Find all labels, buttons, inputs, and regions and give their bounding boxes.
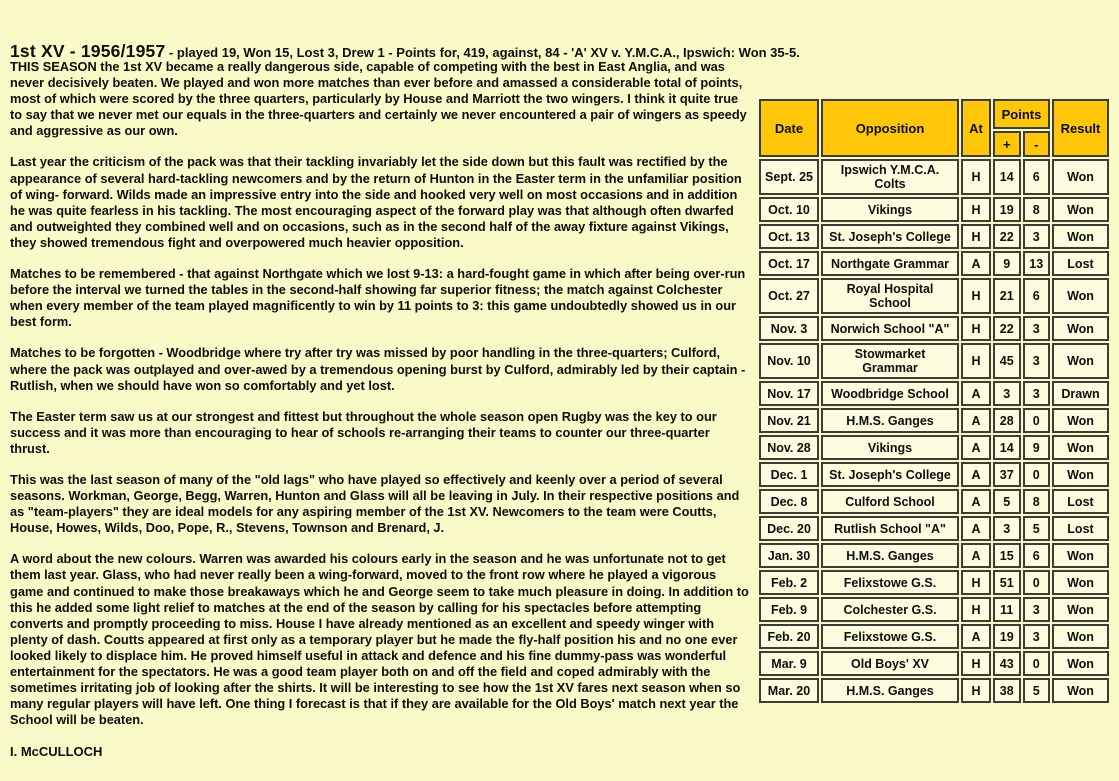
- cell-result: Drawn: [1052, 381, 1109, 406]
- table-row: [759, 570, 1109, 595]
- cell-result: Won: [1052, 678, 1109, 703]
- cell-points-for: 22: [993, 224, 1021, 249]
- cell-points-against: 3: [1023, 224, 1051, 249]
- author-signature: I. McCULLOCH: [10, 744, 103, 760]
- cell-points-against: 0: [1023, 408, 1051, 433]
- table-row: [759, 224, 1109, 249]
- cell-opposition: Old Boys' XV: [821, 651, 959, 676]
- table-row: [759, 462, 1109, 487]
- cell-opposition: Felixstowe G.S.: [821, 570, 959, 595]
- cell-points-against: 5: [1023, 678, 1051, 703]
- article-paragraph: Last year the criticism of the pack was that their tackling invariably let the side down but this fault was rectified by the appearance of several hard-tackling newcomers and by the return of Hunton in the Easter term in the unfamiliar position of wing- forward. Wilds made an impressive entry into the side and hooked very well on most occasions and in addition he was quite fearless in his tackling. The most encouraging aspect of the forward play was that although often dwarfed and outweighted they combined well and on occasions, such as in the second half of the away fixture against Vikings, they showed tremendous fight and overpowered much heavier opposition.: [10, 154, 742, 250]
- cell-points-for: 43: [993, 651, 1021, 676]
- cell-at: H: [961, 570, 991, 595]
- cell-points-for: 3: [993, 381, 1021, 406]
- article-paragraph: Matches to be remembered - that against Northgate which we lost 9-13: a hard-fought game in which after being over-run before the interval we turned the tables in the second-half showing far superior fitness; the match against Colchester when every member of the team played magnificently to win by 11 points to 3: this game undoubtedly showed us in our best form.: [10, 266, 746, 330]
- table-row: [759, 543, 1109, 568]
- cell-opposition: H.M.S. Ganges: [821, 543, 959, 568]
- cell-date: Oct. 13: [759, 224, 819, 249]
- results-table: [757, 97, 1111, 705]
- cell-opposition: Northgate Grammar: [821, 251, 959, 276]
- cell-at: H: [961, 678, 991, 703]
- cell-result: Won: [1052, 570, 1109, 595]
- cell-date: Mar. 9: [759, 651, 819, 676]
- cell-opposition: Rutlish School "A": [821, 516, 959, 541]
- col-header-result: Result: [1052, 99, 1109, 157]
- col-header-points-against: -: [1023, 131, 1051, 157]
- cell-opposition: Culford School: [821, 489, 959, 514]
- cell-points-for: 51: [993, 570, 1021, 595]
- cell-opposition: Felixstowe G.S.: [821, 624, 959, 649]
- cell-points-for: 45: [993, 343, 1021, 379]
- cell-result: Won: [1052, 343, 1109, 379]
- cell-at: H: [961, 197, 991, 222]
- cell-points-against: 0: [1023, 462, 1051, 487]
- cell-points-for: 9: [993, 251, 1021, 276]
- cell-points-for: 28: [993, 408, 1021, 433]
- cell-points-for: 19: [993, 197, 1021, 222]
- table-row: [759, 159, 1109, 195]
- table-row: [759, 316, 1109, 341]
- cell-at: H: [961, 159, 991, 195]
- cell-date: Feb. 2: [759, 570, 819, 595]
- cell-points-for: 22: [993, 316, 1021, 341]
- cell-points-for: 21: [993, 278, 1021, 314]
- cell-date: Feb. 20: [759, 624, 819, 649]
- cell-result: Won: [1052, 543, 1109, 568]
- table-row: [759, 651, 1109, 676]
- cell-result: Won: [1052, 197, 1109, 222]
- article-paragraph: The Easter term saw us at our strongest and fittest but throughout the whole season open Rugby was the key to our success and it was more than encouraging to hear of schools re-arranging their teams to counter our three-quarter thrust.: [10, 408, 717, 456]
- results-table-container: [757, 97, 1111, 705]
- cell-opposition: Vikings: [821, 435, 959, 460]
- cell-at: A: [961, 462, 991, 487]
- table-row: [759, 624, 1109, 649]
- cell-points-for: 11: [993, 597, 1021, 622]
- cell-at: A: [961, 516, 991, 541]
- cell-points-against: 8: [1023, 197, 1051, 222]
- cell-at: A: [961, 489, 991, 514]
- cell-opposition: H.M.S. Ganges: [821, 678, 959, 703]
- cell-opposition: Ipswich Y.M.C.A. Colts: [821, 159, 959, 195]
- table-row: [759, 678, 1109, 703]
- cell-result: Lost: [1052, 516, 1109, 541]
- cell-points-against: 3: [1023, 381, 1051, 406]
- table-row: [759, 489, 1109, 514]
- cell-points-against: 3: [1023, 597, 1051, 622]
- cell-at: H: [961, 343, 991, 379]
- page-title-summary: - played 19, Won 15, Lost 3, Drew 1 - Points for, 419, against, 84 - 'A' XV v. Y.M.C.A., Ipswich: Won 35-5.: [165, 45, 800, 61]
- page-title-season: 1st XV - 1956/1957: [10, 41, 166, 62]
- col-header-opposition: Opposition: [821, 99, 959, 157]
- cell-opposition: Colchester G.S.: [821, 597, 959, 622]
- cell-result: Won: [1052, 435, 1109, 460]
- cell-result: Won: [1052, 159, 1109, 195]
- col-header-date: Date: [759, 99, 819, 157]
- cell-date: Dec. 20: [759, 516, 819, 541]
- cell-date: Oct. 27: [759, 278, 819, 314]
- table-row: [759, 597, 1109, 622]
- cell-result: Lost: [1052, 251, 1109, 276]
- cell-date: Nov. 10: [759, 343, 819, 379]
- col-header-points-for: +: [993, 131, 1021, 157]
- cell-points-against: 3: [1023, 316, 1051, 341]
- article-paragraphs-container: [10, 59, 750, 728]
- cell-result: Won: [1052, 316, 1109, 341]
- cell-points-against: 8: [1023, 489, 1051, 514]
- cell-date: Nov. 3: [759, 316, 819, 341]
- cell-opposition: Woodbridge School: [821, 381, 959, 406]
- cell-points-for: 19: [993, 624, 1021, 649]
- results-table-header: [759, 99, 1109, 157]
- results-table-body: [759, 159, 1109, 703]
- season-report-article: [10, 59, 750, 773]
- cell-at: H: [961, 597, 991, 622]
- cell-opposition: Stowmarket Grammar: [821, 343, 959, 379]
- cell-at: A: [961, 381, 991, 406]
- cell-at: H: [961, 278, 991, 314]
- cell-points-for: 37: [993, 462, 1021, 487]
- header-row-top: [759, 99, 1109, 129]
- cell-points-against: 0: [1023, 570, 1051, 595]
- cell-points-against: 0: [1023, 651, 1051, 676]
- cell-points-for: 14: [993, 159, 1021, 195]
- cell-date: Dec. 8: [759, 489, 819, 514]
- table-row: [759, 516, 1109, 541]
- cell-at: A: [961, 624, 991, 649]
- table-row: [759, 278, 1109, 314]
- cell-points-against: 5: [1023, 516, 1051, 541]
- cell-at: H: [961, 224, 991, 249]
- cell-opposition: Royal Hospital School: [821, 278, 959, 314]
- cell-result: Won: [1052, 462, 1109, 487]
- cell-date: Sept. 25: [759, 159, 819, 195]
- cell-at: A: [961, 543, 991, 568]
- cell-points-against: 6: [1023, 159, 1051, 195]
- cell-date: Jan. 30: [759, 543, 819, 568]
- article-paragraph: THIS SEASON the 1st XV became a really dangerous side, capable of competing with the best in East Anglia, and was never decisively beaten. We played and won more matches than ever before and amassed a considerable total of points, most of which were scored by the three quarters, particularly by House and Marriott the two wingers. I think it quite true to say that we never met our equals in the three-quarters and certainly we never encountered a pair of wingers as speedy and aggressive as our own.: [10, 59, 747, 139]
- cell-opposition: H.M.S. Ganges: [821, 408, 959, 433]
- cell-date: Feb. 9: [759, 597, 819, 622]
- article-paragraph: Matches to be forgotten - Woodbridge where try after try was missed by poor handling in the three-quarters; Culford, where the pack was outplayed and over-awed by a tremendous opening burst by Culford, admirably led by their captain - Rutlish, when we should have won so comfortably and yet lost.: [10, 345, 746, 393]
- col-header-at: At: [961, 99, 991, 157]
- table-row: [759, 197, 1109, 222]
- cell-result: Won: [1052, 278, 1109, 314]
- cell-date: Oct. 17: [759, 251, 819, 276]
- cell-at: H: [961, 316, 991, 341]
- article-paragraph: This was the last season of many of the "old lags" who have played so effectively and keenly over a period of several seasons. Workman, George, Begg, Warren, Hunton and Glass will all be leaving in July. In their respective positions and as "team-players" they are ideal models for any aspiring member of the 1st XV. Newcomers to the team were Coutts, House, Howes, Wilds, Doo, Pope, R., Stevens, Townson and Brenard, J.: [10, 471, 740, 536]
- cell-date: Oct. 10: [759, 197, 819, 222]
- cell-points-against: 13: [1023, 251, 1051, 276]
- article-paragraph: A word about the new colours. Warren was awarded his colours early in the season and he was unfortunate not to get them last year. Glass, who had never really been a wing-forward, moved to the front row where he played a vigorous game and continued to make those breakaways which he and George seem to take much pleasure in doing. In addition to this he added some light relief to matches at the end of the season by calling for his spectacles before attempting converts and promptly proceeding to miss. House I have already mentioned as an excellent and speedy winger with plenty of dash. Coutts appeared at first only as a temporary player but he made the fly-half position his and no one ever looked likely to displace him. He proved himself useful in attack and defence and his fine dummy-pass was wonderful entertainment for the spectators. He was a good team player both on and off the field and coped admirably with the sometimes irritating job of looking after the shirts. It will be interesting to see how the 1st XV fares next season when so many regular players will have left. One thing I forecast is that if they are available for the Old Boys' match next year the School will be beaten.: [10, 551, 749, 728]
- cell-points-for: 3: [993, 516, 1021, 541]
- cell-at: A: [961, 435, 991, 460]
- cell-at: A: [961, 251, 991, 276]
- table-row: [759, 381, 1109, 406]
- cell-points-against: 6: [1023, 543, 1051, 568]
- table-row: [759, 343, 1109, 379]
- cell-points-for: 15: [993, 543, 1021, 568]
- col-header-points: Points: [993, 99, 1050, 129]
- cell-points-for: 5: [993, 489, 1021, 514]
- cell-result: Won: [1052, 224, 1109, 249]
- cell-date: Nov. 17: [759, 381, 819, 406]
- cell-at: A: [961, 408, 991, 433]
- cell-opposition: Vikings: [821, 197, 959, 222]
- cell-points-against: 3: [1023, 343, 1051, 379]
- cell-points-against: 6: [1023, 278, 1051, 314]
- cell-points-against: 3: [1023, 624, 1051, 649]
- cell-result: Lost: [1052, 489, 1109, 514]
- table-row: [759, 435, 1109, 460]
- cell-opposition: St. Joseph's College: [821, 462, 959, 487]
- cell-points-for: 14: [993, 435, 1021, 460]
- cell-opposition: Norwich School "A": [821, 316, 959, 341]
- cell-points-against: 9: [1023, 435, 1051, 460]
- table-row: [759, 408, 1109, 433]
- cell-result: Won: [1052, 624, 1109, 649]
- cell-points-for: 38: [993, 678, 1021, 703]
- table-row: [759, 251, 1109, 276]
- cell-result: Won: [1052, 651, 1109, 676]
- cell-date: Mar. 20: [759, 678, 819, 703]
- cell-date: Nov. 21: [759, 408, 819, 433]
- cell-at: H: [961, 651, 991, 676]
- cell-opposition: St. Joseph's College: [821, 224, 959, 249]
- cell-result: Won: [1052, 597, 1109, 622]
- cell-result: Won: [1052, 408, 1109, 433]
- cell-date: Nov. 28: [759, 435, 819, 460]
- cell-date: Dec. 1: [759, 462, 819, 487]
